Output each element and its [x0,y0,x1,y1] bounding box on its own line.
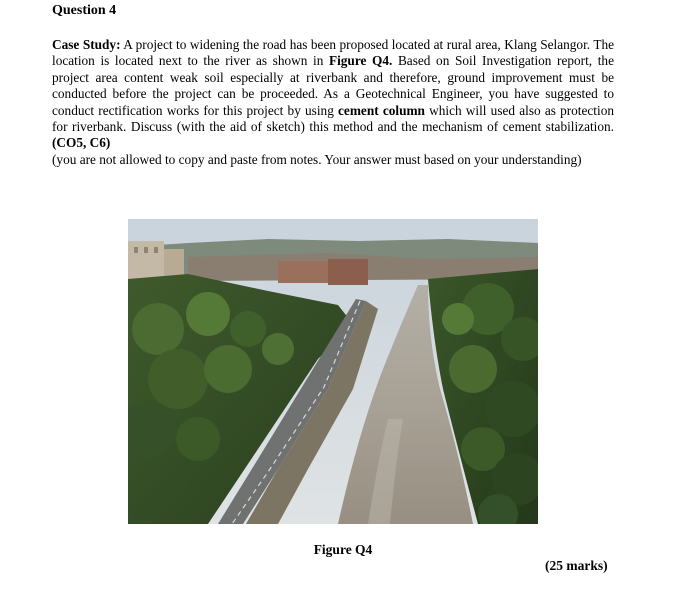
case-study-text-1: A project to widening the road has been proposed located at rural area, Klang Selangor. The location is located next to the river as shown in [52,37,615,69]
cement-column-term: cement column [338,102,425,118]
figure-caption-text: Figure Q4 [313,542,373,557]
question-title: Question 4 [52,3,117,18]
river-photo [128,219,538,524]
figure-reference: Figure Q4. [328,53,393,69]
case-study-text [52,37,614,168]
marks-allocation: (25 marks) [545,558,608,573]
figure-caption [0,542,700,558]
case-study-label: Case Study: [52,37,121,52]
case-study-text-2: Based on Soil Investigation report, the project area content weak soil especially at riverbank and therefore, ground improvement must be conducted before the project can be proceeded. As a Geotechnical Engineer, you have suggested to conduct rectification works for this project by using [52,53,614,118]
instruction-note: (you are not allowed to copy and paste from notes. Your answer must based on your understanding) [52,151,582,167]
course-outcomes: (CO5, C6) [52,135,111,151]
river-landscape-image [128,219,538,524]
case-study-text-3: which will used also as protection for riverbank. Discuss (with the aid of sketch) this method and the mechanism of cement stabilization. [52,102,614,135]
